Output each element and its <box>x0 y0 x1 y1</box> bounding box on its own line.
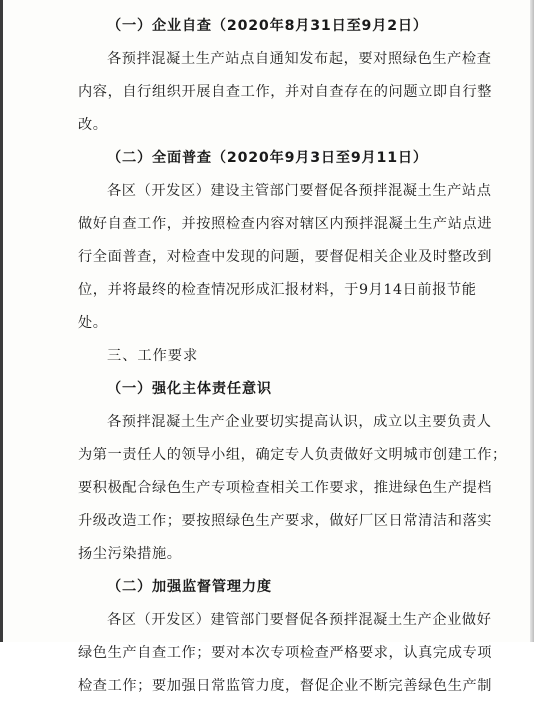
body-line: 处。 <box>78 315 108 331</box>
body-line: 绿色生产自查工作；要对本次专项检查严格要求，认真完成专项 <box>78 645 493 661</box>
document-body <box>78 10 510 703</box>
body-line: 扬尘污染措施。 <box>78 546 182 562</box>
body-line: 行全面普查，对检查中发现的问题，要督促相关企业及时整改到 <box>78 249 493 265</box>
body-line: 内容，自行组织开展自查工作，并对自查存在的问题立即自行整 <box>78 84 493 100</box>
subheading-self-inspection: （一）企业自查（2020年8月31日至9月2日） <box>107 18 428 34</box>
section-title-work-requirements: 三、工作要求 <box>107 348 199 364</box>
body-line: 各区（开发区）建设主管部门要督促各预拌混凝土生产站点 <box>107 183 492 199</box>
body-line: 各区（开发区）建管部门要督促各预拌混凝土生产企业做好 <box>107 612 492 628</box>
body-line: 检查工作；要加强日常监管力度，督促企业不断完善绿色生产制 <box>78 678 493 694</box>
scan-edge-right <box>530 0 534 642</box>
body-line: 做好自查工作，并按照检查内容对辖区内预拌混凝土生产站点进 <box>78 216 493 232</box>
subheading-general-survey: （二）全面普查（2020年9月3日至9月11日） <box>107 150 428 166</box>
body-line: 位，并将最终的检查情况形成汇报材料，于9月14日前报节能 <box>78 282 477 298</box>
body-line: 各预拌混凝土生产站点自通知发布起，要对照绿色生产检查 <box>107 51 492 67</box>
body-line: 升级改造工作；要按照绿色生产要求，做好厂区日常清洁和落实 <box>78 513 493 529</box>
subheading-responsibility: （一）强化主体责任意识 <box>107 381 272 397</box>
body-line: 为第一责任人的领导小组，确定专人负责做好文明城市创建工作； <box>78 447 507 463</box>
subheading-supervision: （二）加强监督管理力度 <box>107 579 272 595</box>
body-line: 要积极配合绿色生产专项检查相关工作要求，推进绿色生产提档 <box>78 480 493 496</box>
scan-edge-left <box>0 0 3 642</box>
body-line: 各预拌混凝土生产企业要切实提高认识，成立以主要负责人 <box>107 414 492 430</box>
body-line: 改。 <box>78 117 108 133</box>
